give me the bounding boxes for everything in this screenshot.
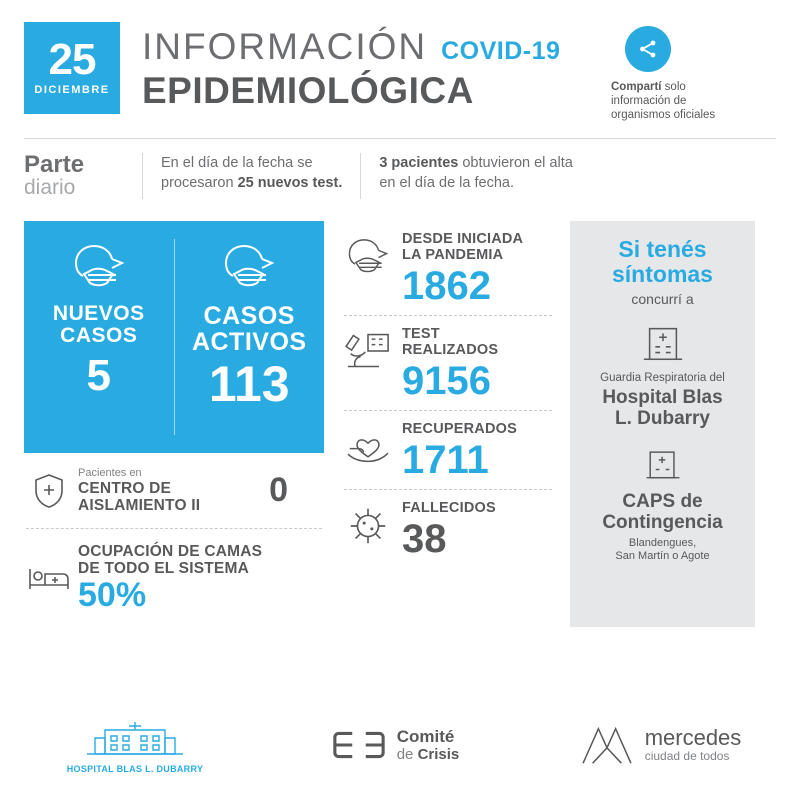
tests-done-label-2: REALIZADOS <box>402 342 499 358</box>
tests-done-value: 9156 <box>402 359 491 403</box>
left-column <box>24 221 324 627</box>
recovered-value: 1711 <box>402 438 489 482</box>
deaths-label: FALLECIDOS <box>402 500 496 516</box>
hospital-logo-caption: HOSPITAL BLAS L. DUBARRY <box>66 764 204 774</box>
caps-name-2: Contingencia <box>602 512 723 533</box>
recovered-stat <box>342 411 554 489</box>
mercedes-line2: ciudad de todos <box>644 749 730 763</box>
since-pandemic-label-1: DESDE INICIADA <box>402 231 524 247</box>
active-cases-label <box>192 303 307 355</box>
comite-line1: Comité <box>396 726 455 746</box>
new-cases-card <box>24 221 174 453</box>
mercedes-text <box>645 727 742 763</box>
tests-done-stat <box>342 316 554 410</box>
symptoms-title-1: Si tenés <box>618 236 707 262</box>
hospital-name <box>580 387 745 429</box>
isolation-title <box>78 480 200 514</box>
footer <box>0 690 800 800</box>
microscope-icon <box>342 326 394 372</box>
share-icon[interactable] <box>625 26 671 72</box>
shield-plus-icon <box>26 472 72 510</box>
virus-icon <box>342 500 394 548</box>
diario-word: diario <box>24 176 76 199</box>
share-block <box>611 22 776 122</box>
active-cases-card <box>175 221 325 453</box>
mercedes-m-icon <box>579 723 635 767</box>
share-line3: organismos oficiales <box>611 109 716 121</box>
since-pandemic-label-2: LA PANDEMIA <box>402 247 504 263</box>
divider-vertical-2 <box>360 153 361 199</box>
caps-name <box>580 491 745 533</box>
since-pandemic-body <box>402 231 523 307</box>
bed-occupancy-row <box>24 529 324 627</box>
deaths-value: 38 <box>402 517 447 561</box>
symptoms-panel <box>570 221 755 627</box>
highlight-block <box>24 221 324 453</box>
discharged-line1: obtuvieron el alta <box>458 155 573 171</box>
deaths-stat <box>342 490 554 568</box>
masked-face-icon <box>342 231 394 277</box>
new-cases-value: 5 <box>86 351 111 400</box>
comite-line2 <box>397 746 460 763</box>
share-bold: Compartí <box>611 81 662 93</box>
bed-title-1: OCUPACIÓN DE CAMAS <box>78 543 263 560</box>
hospital-bed-icon <box>26 561 72 595</box>
deaths-body <box>402 500 496 560</box>
bed-title-2: DE TODO EL SISTEMA <box>78 560 249 577</box>
page-title: INFORMACIÓN <box>142 26 428 67</box>
mercedes-line1: mercedes <box>644 725 742 750</box>
active-cases-value: 113 <box>208 356 290 412</box>
mercedes-logo <box>520 723 800 767</box>
isolation-title-2: AISLAMIENTO II <box>78 497 201 514</box>
symptoms-title <box>580 237 745 287</box>
header <box>0 0 800 122</box>
tests-line2: procesaron <box>161 175 238 191</box>
active-cases-label-1: CASOS <box>203 302 295 330</box>
hospital-name-2: L. Dubarry <box>614 408 711 429</box>
comite-text <box>397 728 460 763</box>
discharged-text <box>379 153 572 193</box>
middle-column <box>342 221 554 627</box>
recovered-label: RECUPERADOS <box>402 421 517 437</box>
discharged-line2: en el día de la fecha. <box>379 175 514 191</box>
page-subtitle: EPIDEMIOLÓGICA <box>142 70 474 111</box>
tests-count: 25 nuevos test. <box>237 175 343 191</box>
isolation-small: Pacientes en <box>78 467 142 479</box>
hospital-building-icon <box>580 321 745 365</box>
comite-line2-a: de <box>396 745 418 763</box>
isolation-center-text <box>78 467 200 514</box>
hospital-name-1: Hospital Blas <box>602 387 723 408</box>
health-center-icon <box>580 443 745 485</box>
caps-note-1: Blandengues, <box>628 537 697 549</box>
since-pandemic-label <box>402 231 523 263</box>
new-cases-label <box>53 303 145 347</box>
share-line2: información de <box>611 95 687 107</box>
caps-name-1: CAPS de <box>622 491 703 512</box>
since-pandemic-value: 1862 <box>402 264 491 308</box>
title-block <box>142 22 560 112</box>
isolation-value: 0 <box>269 471 288 509</box>
tests-done-label <box>402 326 498 358</box>
bed-occupancy-value: 50% <box>78 576 147 614</box>
masked-face-icon <box>218 241 280 291</box>
daily-report-row <box>0 139 800 199</box>
symptoms-subtitle: concurrí a <box>631 291 694 307</box>
comite-brackets-icon <box>331 728 387 762</box>
discharged-count: 3 pacientes <box>379 155 459 171</box>
tests-processed-text <box>161 153 342 193</box>
new-cases-label-2: CASOS <box>60 324 138 347</box>
divider-vertical <box>142 153 143 199</box>
share-text <box>611 80 776 122</box>
isolation-center-row <box>24 453 324 528</box>
active-cases-label-2: ACTIVOS <box>191 328 307 356</box>
new-cases-label-1: NUEVOS <box>52 302 145 325</box>
symptoms-title-2: síntomas <box>612 261 713 287</box>
caps-note <box>580 537 745 563</box>
comite-line2-b: Crisis <box>417 745 460 763</box>
tests-line1: En el día de la fecha se <box>161 155 313 171</box>
date-badge <box>24 22 120 114</box>
share-rest: solo <box>661 81 686 93</box>
date-day: 25 <box>48 35 96 84</box>
heart-hand-icon <box>342 421 394 465</box>
daily-report-label <box>24 153 124 199</box>
main-content <box>0 199 800 627</box>
isolation-title-1: CENTRO DE <box>78 480 172 497</box>
recovered-body <box>402 421 517 481</box>
parte-word: Parte <box>24 151 85 178</box>
hospital-logo-icon <box>65 716 205 760</box>
hospital-small-text: Guardia Respiratoria del <box>600 372 725 384</box>
comite-logo <box>270 728 520 763</box>
tests-done-label-1: TEST <box>402 326 440 342</box>
since-pandemic-stat <box>342 221 554 315</box>
caps-note-2: San Martín o Agote <box>615 550 710 562</box>
masked-face-icon <box>68 241 130 291</box>
covid-label: COVID-19 <box>441 37 561 65</box>
bed-occupancy-title <box>78 543 262 577</box>
date-month: DICIEMBRE <box>34 84 110 96</box>
bed-occupancy-text <box>78 543 262 613</box>
tests-done-body <box>402 326 498 402</box>
hospital-logo <box>0 716 270 774</box>
